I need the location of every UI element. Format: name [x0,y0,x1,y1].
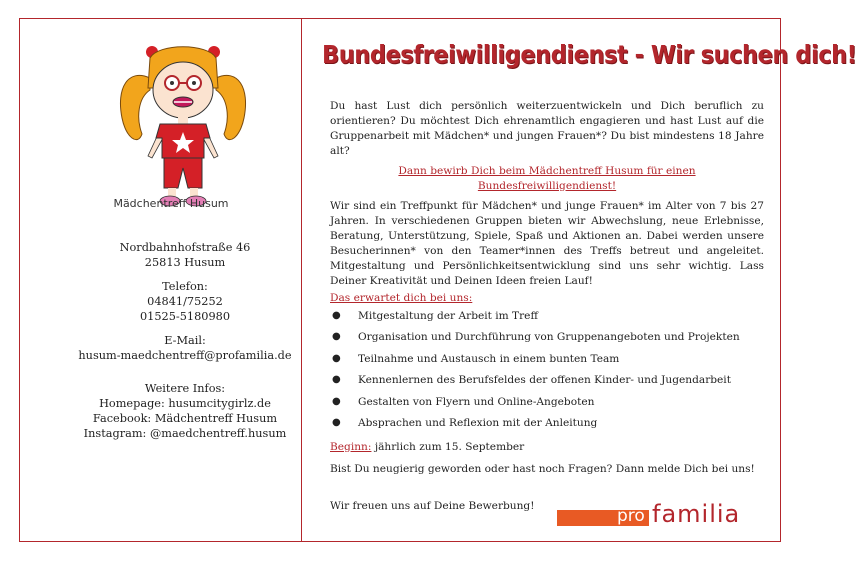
profamilia-familia: familia [652,500,741,528]
address-block [70,240,300,270]
address-city: 25813 Husum [144,256,226,269]
begin-value: jährlich zum 15. September [371,440,525,453]
phone-mobile: 01525-5180980 [139,310,231,323]
list-item: ● Teilnahme und Austausch in einem bunten Team [332,352,620,365]
list-item: ● Gestalten von Flyern und Online-Angeboten [332,395,595,408]
list-item: ● Mitgestaltung der Arbeit im Treff [332,309,538,322]
profamilia-logo [557,500,762,528]
expect-title: Das erwartet dich bei uns: [330,291,473,304]
main-text [330,99,764,514]
list-item: ● Kennenlernen des Berufsfeldes der offenen Kinder- und Jugendarbeit [332,374,731,387]
headline: Bundesfreiwilligendienst - Wir suchen dich! [322,40,857,69]
begin-label: Beginn: [330,440,372,453]
bullet-icon: ● [332,309,341,321]
begin-line [330,440,764,455]
girl-mascot-icon [108,38,258,218]
contact-info [70,240,300,450]
closing-line: Wir freuen uns auf Deine Bewerbung! [330,499,535,512]
phone-label: Telefon: [162,280,208,293]
intro-paragraph: Du hast Lust dich persönlich weiterzuentwickeln und Dich beruflich zu orientieren? Du möchtest Dich ehrenamtlich engagieren und hast Lust auf die Gruppenarbeit mit Mädchen* und jungen Frauen*? Du bist mindestens 18 Jahre alt? [330,100,764,157]
bullet-icon: ● [332,331,341,343]
instagram-link[interactable]: Instagram: @maedchentreff.husum [83,427,287,440]
list-item: ● Organisation und Durchführung von Gruppenangeboten und Projekten [332,331,740,344]
bullet-icon: ● [332,395,341,407]
homepage-link[interactable]: Homepage: husumcitygirlz.de [99,397,271,410]
email-address[interactable]: husum-maedchentreff@profamilia.de [78,349,292,362]
email-block [70,333,300,363]
more-info-block [70,381,300,441]
list-item: ● Absprachen und Reflexion mit der Anleitung [332,417,598,430]
more-info-label: Weitere Infos: [144,382,226,395]
address-street: Nordbahnhofstraße 46 [119,241,251,254]
phone-landline: 04841/75252 [147,295,223,308]
bullet-icon: ● [332,352,341,364]
email-label: E-Mail: [164,334,206,347]
column-divider [301,18,302,542]
description-paragraph: Wir sind ein Treffpunkt für Mädchen* und junge Frauen* im Alter von 7 bis 27 Jahren. In verschiedenen Gruppen bieten wir Abwechslung, neue Erlebnisse, Beratung, Unterstützung, Spiele, Spaß und Aktionen an. Dabei werden unsere Besucherinnen* von den Teamer*innen des Treffs betreut und angeleitet. Mitgestaltung und Persönlichkeitsentwicklung sind uns sehr wichtig. Lass Deiner Kreativität und Deinen Ideen freien Lauf! [330,200,764,287]
question-line: Bist Du neugierig geworden oder hast noch Fragen? Dann melde Dich bei uns! [330,462,755,475]
profamilia-pro: pro [617,506,645,526]
phone-block [70,279,300,324]
task-list [330,309,764,438]
facebook-link[interactable]: Facebook: Mädchentreff Husum [92,412,278,425]
logo-caption: Mädchentreff Husum [113,197,229,210]
bullet-icon: ● [332,374,341,386]
call-to-action: Dann bewirb Dich beim Mädchentreff Husum für einen Bundesfreiwilligendienst! [398,164,696,192]
bullet-icon: ● [332,417,341,429]
